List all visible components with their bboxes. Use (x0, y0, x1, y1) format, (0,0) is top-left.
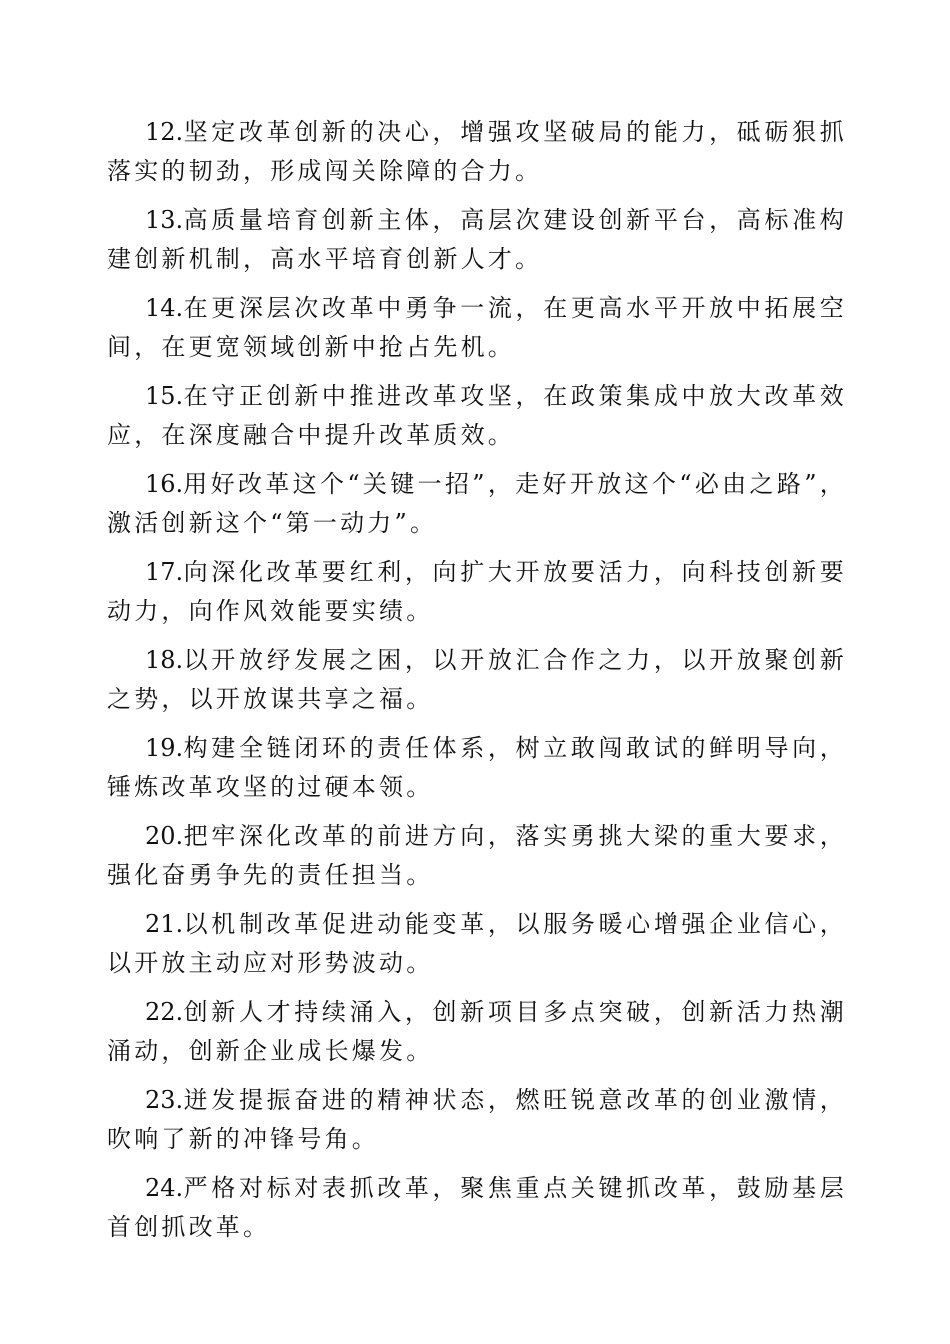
item-text: 在更深层次改革中勇争一流，在更高水平开放中拓展空间，在更宽领域创新中抢占先机。 (107, 294, 847, 361)
item-number: 16. (145, 470, 184, 498)
paragraph-22 (107, 993, 847, 1071)
item-text: 高质量培育创新主体，高层次建设创新平台，高标准构建创新机制，高水平培育创新人才。 (107, 206, 847, 273)
paragraph-21 (107, 905, 847, 983)
document-body (107, 113, 847, 1257)
paragraph-24 (107, 1169, 847, 1247)
item-text: 构建全链闭环的责任体系，树立敢闯敢试的鲜明导向，锤炼改革攻坚的过硬本领。 (107, 734, 847, 801)
paragraph-17 (107, 553, 847, 631)
item-text: 迸发提振奋进的精神状态，燃旺锐意改革的创业激情，吹响了新的冲锋号角。 (107, 1086, 847, 1153)
item-text: 创新人才持续涌入，创新项目多点突破，创新活力热潮涌动，创新企业成长爆发。 (107, 998, 847, 1065)
item-text: 把牢深化改革的前进方向，落实勇挑大梁的重大要求，强化奋勇争先的责任担当。 (107, 822, 847, 889)
item-text: 坚定改革创新的决心，增强攻坚破局的能力，砥砺狠抓落实的韧劲，形成闯关除障的合力。 (107, 118, 847, 185)
item-number: 23. (145, 1086, 184, 1114)
paragraph-20 (107, 817, 847, 895)
item-number: 18. (145, 646, 184, 674)
paragraph-12 (107, 113, 847, 191)
item-number: 17. (145, 558, 184, 586)
item-number: 24. (145, 1174, 184, 1202)
paragraph-19 (107, 729, 847, 807)
item-number: 19. (145, 734, 184, 762)
paragraph-14 (107, 289, 847, 367)
item-number: 20. (145, 822, 184, 850)
paragraph-13 (107, 201, 847, 279)
item-text: 在守正创新中推进改革攻坚，在政策集成中放大改革效应，在深度融合中提升改革质效。 (107, 382, 847, 449)
item-text: 以机制改革促进动能变革，以服务暖心增强企业信心，以开放主动应对形势波动。 (107, 910, 847, 977)
item-number: 21. (145, 910, 184, 938)
item-text: 严格对标对表抓改革，聚焦重点关键抓改革，鼓励基层首创抓改革。 (107, 1174, 847, 1241)
item-number: 14. (145, 294, 184, 322)
paragraph-16 (107, 465, 847, 543)
paragraph-15 (107, 377, 847, 455)
item-number: 15. (145, 382, 184, 410)
item-number: 13. (145, 206, 184, 234)
item-number: 12. (145, 118, 184, 146)
paragraph-18 (107, 641, 847, 719)
item-text: 向深化改革要红利，向扩大开放要活力，向科技创新要动力，向作风效能要实绩。 (107, 558, 847, 625)
item-number: 22. (145, 998, 184, 1026)
item-text: 以开放纾发展之困，以开放汇合作之力，以开放聚创新之势，以开放谋共享之福。 (107, 646, 847, 713)
item-text: 用好改革这个“关键一招”，走好开放这个“必由之路”，激活创新这个“第一动力”。 (107, 470, 847, 537)
paragraph-23 (107, 1081, 847, 1159)
